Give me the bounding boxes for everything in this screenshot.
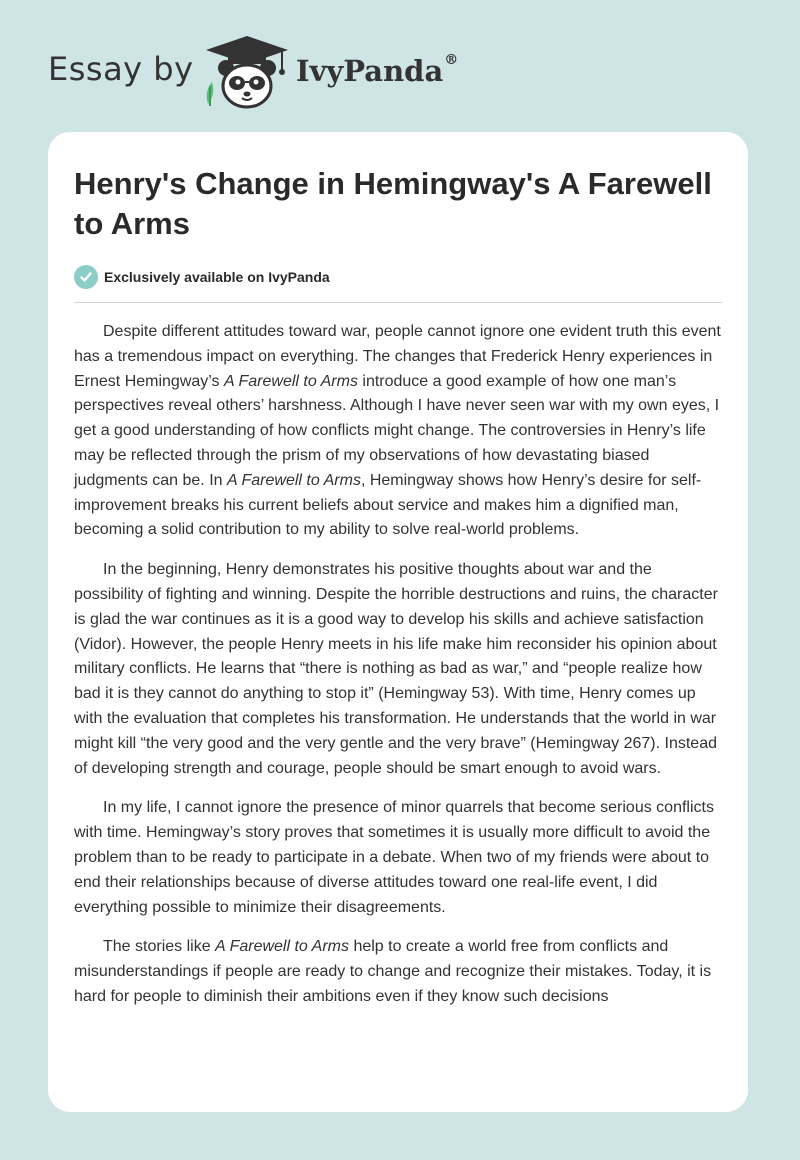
page-title: Henry's Change in Hemingway's A Farewell to Arms — [74, 166, 712, 241]
essay-body — [74, 320, 722, 1025]
exclusive-badge — [74, 264, 330, 290]
essay-paragraph — [74, 935, 722, 1009]
paragraph-text: The stories like — [103, 938, 216, 956]
book-title-italic: A Farewell to Arms — [223, 372, 358, 390]
registered-mark: ® — [444, 52, 459, 68]
divider — [74, 302, 722, 303]
paragraph-text: In my life, I cannot ignore the presence of minor quarrels that become serious conflicts with time. Hemingway’s story proves that sometimes it is usually more difficult to avoid the problem than to be ready to participate in a debate. When two of my friends were about to end their relationships because of diverse attitudes toward one real-life event, I did everything possible to minimize their disagreements. — [74, 799, 714, 916]
book-title-italic: A Farewell to Arms — [226, 471, 361, 489]
site-header — [48, 34, 752, 110]
essay-paragraph — [74, 558, 722, 781]
brand-name[interactable] — [296, 54, 458, 88]
essay-paragraph — [74, 796, 722, 920]
exclusive-badge-label: Exclusively available on IvyPanda — [104, 269, 330, 285]
panda-graduate-logo-icon[interactable] — [202, 34, 292, 110]
paragraph-text: Despite different attitudes toward war, people cannot ignore one evident truth this event has a tremendous impact on everything. The changes that Frederick Henry experiences in Ernest Hemingway’s — [74, 323, 721, 390]
essay-paragraph — [74, 320, 722, 543]
essay-by-label: Essay by — [48, 50, 194, 88]
paragraph-text: help to create a world free from conflicts and misunderstandings if people are ready to change and recognize their mistakes. Today, it is hard for people to diminish their ambitions even if they know such decisions — [74, 938, 712, 1005]
paragraph-text: , Hemingway shows how Henry’s desire for self-improvement breaks his current beliefs about service and makes him a dignified man, becoming a solid contribution to my ability to solve real-world problems. — [74, 471, 702, 539]
checkmark-icon — [74, 265, 98, 289]
paragraph-text: In the beginning, Henry demonstrates his positive thoughts about war and the possibility of fighting and winning. Despite the horrible destructions and ruins, the character is glad the war continues as it is a good way to develop his skills and achieve satisfaction (Vidor). However, the people Henry meets in his life make him reconsider his opinion about military conflicts. He learns that “there is nothing as bad as war,” and “people realize how bad it is they cannot do anything to stop it” (Hemingway 53). With time, Henry comes up with the evaluation that completes his transformation. He understands that the world in war might kill “the very good and the very gentle and the very brave” (Hemingway 267). Instead of developing strength and courage, people should be smart enough to avoid wars. — [74, 561, 718, 777]
book-title-italic: A Farewell to Arms — [215, 938, 349, 956]
essay-card — [48, 132, 748, 1112]
brand-text[interactable]: IvyPanda — [296, 54, 444, 88]
paragraph-text: introduce a good example of how one man’s perspectives reveal others’ harshness. Although I have never seen war with my own eyes, I get a good understanding of how conflicts might change. The controversies in Henry’s life may be reflected through the prism of my observations of how devastating biased judgments can be. In — [74, 372, 720, 489]
